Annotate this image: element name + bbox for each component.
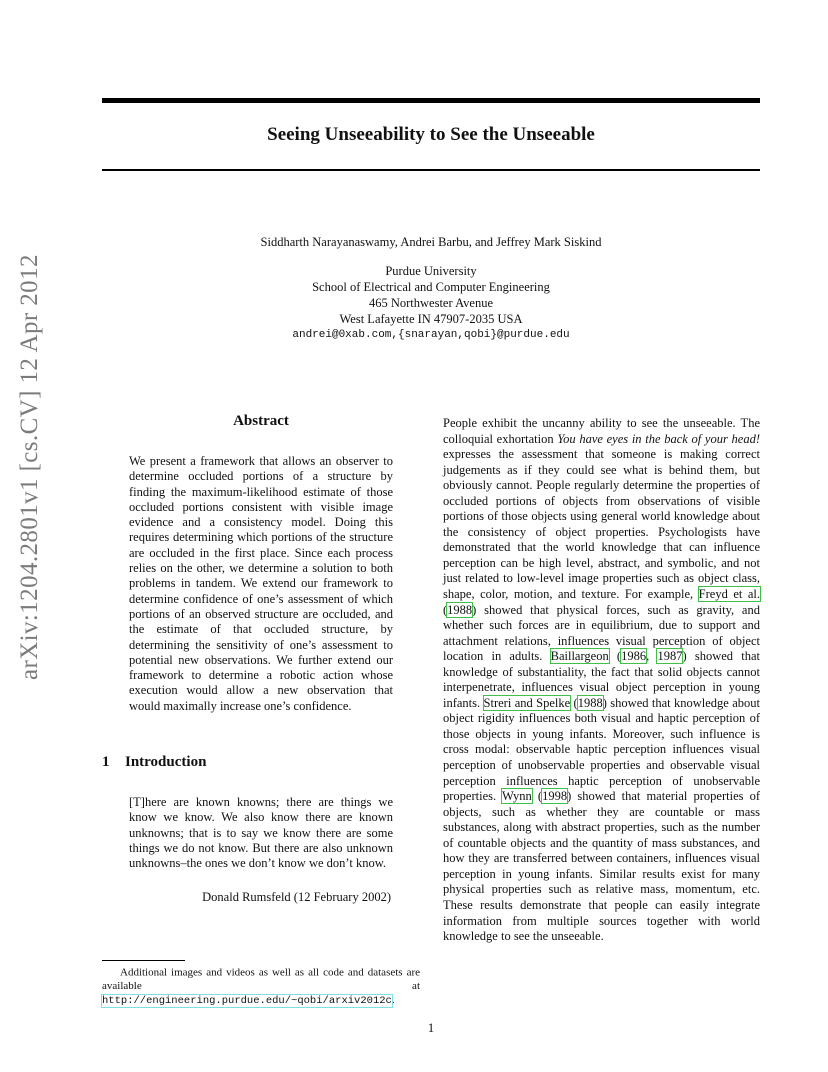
section-number: 1 <box>102 754 110 771</box>
footnote-link[interactable]: http://engineering.purdue.edu/~qobi/arxiv2012c <box>102 994 392 1007</box>
abstract-text: We present a framework that allows an observer to determine occluded portions of a structure by finding the maximum-likelihood estimate of those occluded portions consistent with visible image evidence and a consistency model. Doing this requires determining which portions of the structure are occluded in the first place. Since each process relies on the other, we determine a solution to both problems in tandem. We extend our framework to determine confidence of one’s assessment of which portions of an observed structure are occluded, and the estimate of that occluded structure, by determining the sensitivity of one’s assessment to potential new observations. We further extend our framework to determine a robotic action whose execution would allow a new observation that would maximally increase one’s confidence. <box>129 454 393 713</box>
title-rule-top <box>102 98 760 103</box>
page-number: 1 <box>427 1020 435 1035</box>
introduction-paragraph: People exhibit the uncanny ability to see the unseeable. The colloquial exhortation You have eyes in the back of your head! expresses the assessment that someone is making correct judgements as if they could see what is behind them, but obviously cannot. People regularly determine the properties of occluded portions of objects from observations of visible portions of those objects using general world knowledge about the consistency of object properties. Psychologists have demonstrated that the world knowledge that can influence perception can be high level, abstract, and symbolic, and not just related to low-level image properties such as object class, shape, color, motion, and texture. For example, Freyd et al. (1988) showed that physical forces, such as gravity, and whether such forces are in equilibrium, due to support and attachment relations, influences visual perception of object location in adults. Baillargeon (1986, 1987) showed that knowledge of substantiality, the fact that solid objects cannot interpenetrate, influences visual object perception in young infants. Streri and Spelke (1988) showed that knowledge about object rigidity influences both visual and haptic perception of those objects in young infants. Moreover, such influence is cross modal: observable haptic perception influences visual perception of unobservable properties and observable visual perception influences haptic perception of unobservable properties. Wynn (1998) showed that material properties of objects, such as whether they are countable or mass substances, along with abstract properties, such as the number of countable objects and the quantity of mass substances, and how they are transferred between containers, influences visual perception in young infants. Similar results exist for many physical properties such as relative mass, momentum, etc. These results demonstrate that people can easily integrate information from multiple sources together with world knowledge to see the unseeable. <box>443 416 761 944</box>
left-column <box>102 413 420 905</box>
intro-text-1: People exhibit the uncanny ability to see the unseeable. The colloquial exhortation <box>443 416 760 446</box>
affiliation-city: West Lafayette IN 47907-2035 USA <box>339 312 523 326</box>
author-list: Siddharth Narayanaswamy, Andrei Barbu, and Jeffrey Mark Siskind <box>260 235 602 249</box>
intro-text-2: expresses the assessment that someone is making correct judgements as if they could see what is behind them, but obviously cannot. People regularly determine the properties of occluded portions of objects from observations of visible portions of those objects using general world knowledge about the consistency of object properties. Psychologists have demonstrated that the world knowledge that can influence perception can be high level, abstract, and symbolic, and not just related to low-level image properties such as object class, shape, color, motion, and texture. For example, <box>443 447 760 602</box>
citation-baillargeon-year-a-link[interactable]: 1986 <box>621 649 647 664</box>
intro-italic-phrase: You have eyes in the back of your head! <box>557 431 760 446</box>
citation-freyd-link[interactable]: Freyd et al. <box>698 587 760 602</box>
intro-text-3: showed that physical forces, such as gravity, and whether such forces are in equilibrium, due to support and attachment relations, influences visual perception of object location in adults. <box>443 602 760 664</box>
affiliation-block <box>102 263 760 343</box>
affiliation-university: Purdue University <box>385 264 477 278</box>
intro-text-4: showed that knowledge of substantiality, the fact that solid objects cannot interpenetrate, influences visual object perception in young infants. <box>443 649 760 710</box>
intro-text-5: showed that knowledge about object rigidity influences both visual and haptic perception of those objects in young infants. Moreover, such influence is cross modal: observable haptic perception influences visual perception of unobservable properties and observable visual perception influences haptic perception of unobservable properties. <box>443 695 761 804</box>
footnote-text: Additional images and videos as well as all code and datasets are available at <box>102 966 420 993</box>
footnote-end: . <box>391 993 395 1006</box>
intro-text-6: showed that material properties of objects, such as whether they are countable or mass substances, along with abstract properties, such as the number of countable objects and the quantity of mass substances, and how they are transferred between containers, influences visual perception in young infants. Similar results exist for many physical properties such as relative mass, momentum, etc. These results demonstrate that people can easily integrate information from multiple sources together with world knowledge to see the unseeable. <box>443 789 760 944</box>
citation-streri-year-link[interactable]: 1988 <box>577 695 603 710</box>
affiliation-school: School of Electrical and Computer Engineering <box>312 280 550 294</box>
citation-wynn-year-link[interactable]: 1998 <box>542 789 568 804</box>
paper-title: Seeing Unseeability to See the Unseeable <box>267 124 595 145</box>
affiliation-street: 465 Northwester Avenue <box>368 296 494 310</box>
citation-freyd-year-link[interactable]: 1988 <box>447 602 473 617</box>
abstract-heading: Abstract <box>233 413 289 429</box>
epigraph-quote: [T]here are known knowns; there are things we know we know. We also know there are known unknowns; that is to say we know there are some things we do not know. But there are also unknown unknowns–the ones we don’t know we don’t know. <box>129 795 393 871</box>
citation-streri-link[interactable]: Streri and Spelke <box>483 695 571 710</box>
footnote <box>102 962 420 1008</box>
citation-baillargeon-year-b-link[interactable]: 1987 <box>657 649 683 664</box>
citation-baillargeon-link[interactable]: Baillargeon <box>550 649 609 664</box>
section-title: Introduction <box>125 754 207 771</box>
title-rule-bottom <box>102 169 760 171</box>
footnote-rule <box>102 960 185 961</box>
right-column <box>443 416 760 945</box>
section-heading-introduction <box>102 754 420 771</box>
author-emails: andrei@0xab.com,{snarayan,qobi}@purdue.edu <box>292 329 570 341</box>
citation-wynn-link[interactable]: Wynn <box>501 789 532 804</box>
arxiv-identifier: arXiv:1204.2801v1 [cs.CV] 12 Apr 2012 <box>16 254 43 680</box>
epigraph-attribution: Donald Rumsfeld (12 February 2002) <box>202 889 391 904</box>
